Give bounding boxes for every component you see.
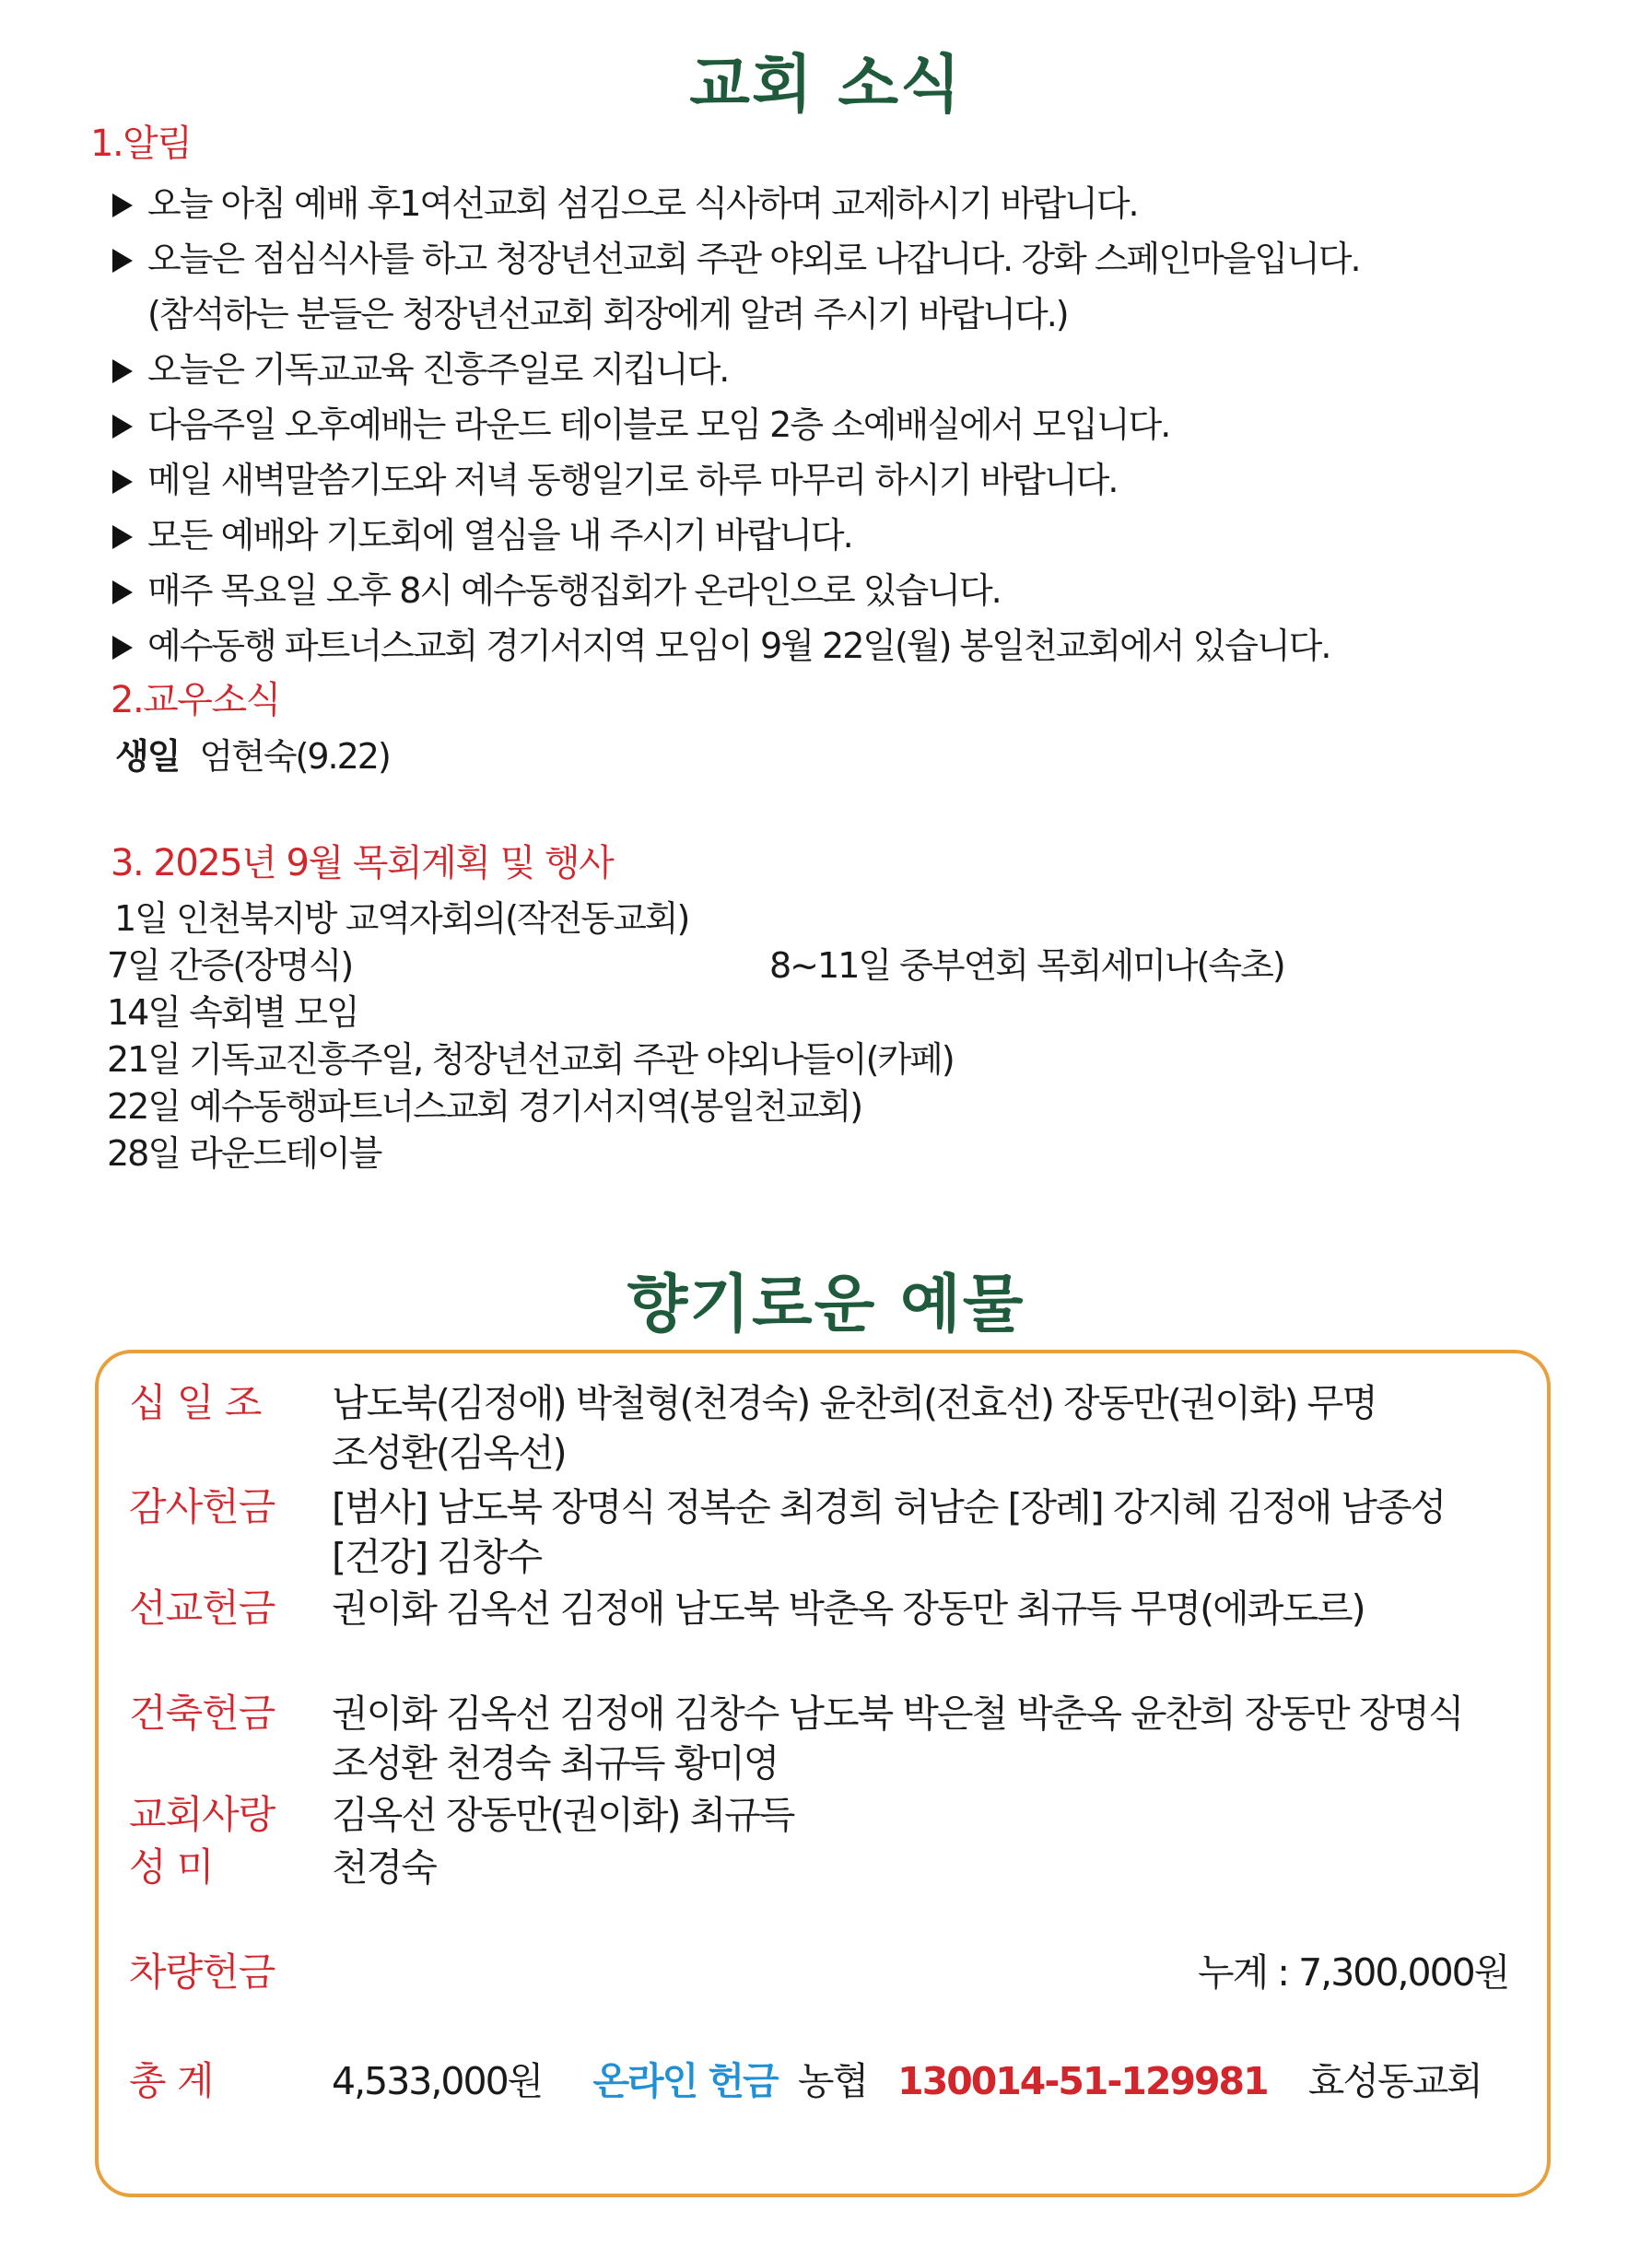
birthday-line bbox=[115, 728, 390, 778]
bullet-triangle-icon bbox=[112, 249, 133, 273]
offering-label: 십 일 조 bbox=[129, 1380, 262, 1425]
bullet-triangle-icon bbox=[112, 415, 133, 439]
schedule-line: 22일 예수동행파트너스교회 경기서지역(봉일천교회) bbox=[107, 1086, 862, 1127]
notice-item: 오늘은 점심식사를 하고 청장년선교회 주관 야외로 나갑니다. 강화 스페인마을입니다. bbox=[112, 230, 1360, 281]
bullet-triangle-icon bbox=[112, 525, 133, 549]
notice-heading: 1.알림 bbox=[90, 123, 192, 165]
offering-label: 건축헌금 bbox=[129, 1691, 275, 1736]
notice-item: 매주 목요일 오후 8시 예수동행집회가 온라인으로 있습니다. bbox=[112, 562, 1001, 613]
offering-value: 조성환(김옥선) bbox=[332, 1431, 566, 1475]
offering-value: [건강] 김창수 bbox=[332, 1535, 542, 1579]
notice-item: 오늘은 기독교교육 진흥주일로 지킵니다. bbox=[112, 341, 728, 392]
notice-item: 메일 새벽말씀기도와 저녁 동행일기로 하루 마무리 하시기 바랍니다. bbox=[112, 451, 1117, 502]
bullet-triangle-icon bbox=[112, 636, 133, 660]
offering-value: 남도북(김정애) 박철형(천경숙) 윤찬희(전효선) 장동만(권이화) 무명 bbox=[332, 1381, 1377, 1425]
bullet-triangle-icon bbox=[112, 359, 133, 383]
notice-item: 모든 예배와 기도회에 열심을 내 주시기 바랍니다. bbox=[112, 507, 852, 557]
online-offering-label: 온라인 헌금 bbox=[592, 2059, 778, 2103]
members-heading: 2.교우소식 bbox=[111, 679, 280, 721]
bullet-triangle-icon bbox=[112, 580, 133, 604]
birthday-label: 생일 bbox=[115, 736, 180, 777]
offering-label: 선교헌금 bbox=[129, 1586, 275, 1631]
schedule-heading: 3. 2025년 9월 목회계획 및 행사 bbox=[111, 842, 614, 884]
page-title: 교회 소식 bbox=[689, 49, 963, 122]
birthday-value: 엄현숙(9.22) bbox=[199, 736, 390, 777]
schedule-line: 7일 간증(장명식) bbox=[107, 945, 353, 986]
cumulative-total: 누계 : 7,300,000원 bbox=[1198, 1950, 1509, 1995]
schedule-line: 28일 라운드테이블 bbox=[107, 1133, 381, 1174]
offering-label: 교회사랑 bbox=[129, 1792, 275, 1837]
notice-item: 오늘 아침 예배 후1여선교회 섬김으로 식사하며 교제하시기 바랍니다. bbox=[112, 175, 1138, 226]
total-label: 총 계 bbox=[129, 2058, 214, 2103]
bullet-triangle-icon bbox=[112, 193, 133, 217]
offering-value: 천경숙 bbox=[332, 1845, 436, 1890]
offering-value: 권이화 김옥선 김정애 남도북 박춘옥 장동만 최규득 무명(에콰도르) bbox=[332, 1586, 1365, 1631]
bank-name: 농협 bbox=[797, 2059, 868, 2103]
offering-value: 김옥선 장동만(권이화) 최규득 bbox=[332, 1793, 794, 1837]
offering-label: 차량헌금 bbox=[129, 1949, 275, 1995]
offering-value: 권이화 김옥선 김정애 김창수 남도북 박은철 박춘옥 윤찬희 장동만 장명식 bbox=[332, 1691, 1463, 1736]
total-value: 4,533,000원 bbox=[332, 2059, 543, 2103]
total-line bbox=[332, 2051, 1482, 2105]
offering-value: [범사] 남도북 장명식 정복순 최경희 허남순 [장례] 강지혜 김정애 남종성 bbox=[332, 1485, 1446, 1529]
bullet-triangle-icon bbox=[112, 470, 133, 494]
offering-label: 성 미 bbox=[129, 1844, 214, 1890]
schedule-line: 14일 속회별 모임 bbox=[107, 992, 358, 1033]
notice-item: 예수동행 파트너스교회 경기서지역 모임이 9월 22일(월) 봉일천교회에서 있습니다. bbox=[112, 617, 1330, 668]
schedule-line: 1일 인천북지방 교역자회의(작전동교회) bbox=[114, 898, 689, 939]
schedule-line: 21일 기독교진흥주일, 청장년선교회 주관 야외나들이(카페) bbox=[107, 1039, 954, 1080]
offering-title: 향기로운 예물 bbox=[627, 1269, 1025, 1341]
offering-label: 감사헌금 bbox=[129, 1484, 275, 1529]
schedule-side-note: 8~11일 중부연회 목회세미나(속초) bbox=[769, 945, 1284, 986]
account-number: 130014-51-129981 bbox=[897, 2059, 1268, 2103]
account-holder: 효성동교회 bbox=[1307, 2059, 1482, 2103]
notice-sub-note: (참석하는 분들은 청장년선교회 회장에게 알려 주시기 바랍니다.) bbox=[147, 294, 1068, 334]
notice-item: 다음주일 오후예배는 라운드 테이블로 모임 2층 소예배실에서 모입니다. bbox=[112, 396, 1169, 447]
offering-value: 조성환 천경숙 최규득 황미영 bbox=[332, 1741, 779, 1785]
